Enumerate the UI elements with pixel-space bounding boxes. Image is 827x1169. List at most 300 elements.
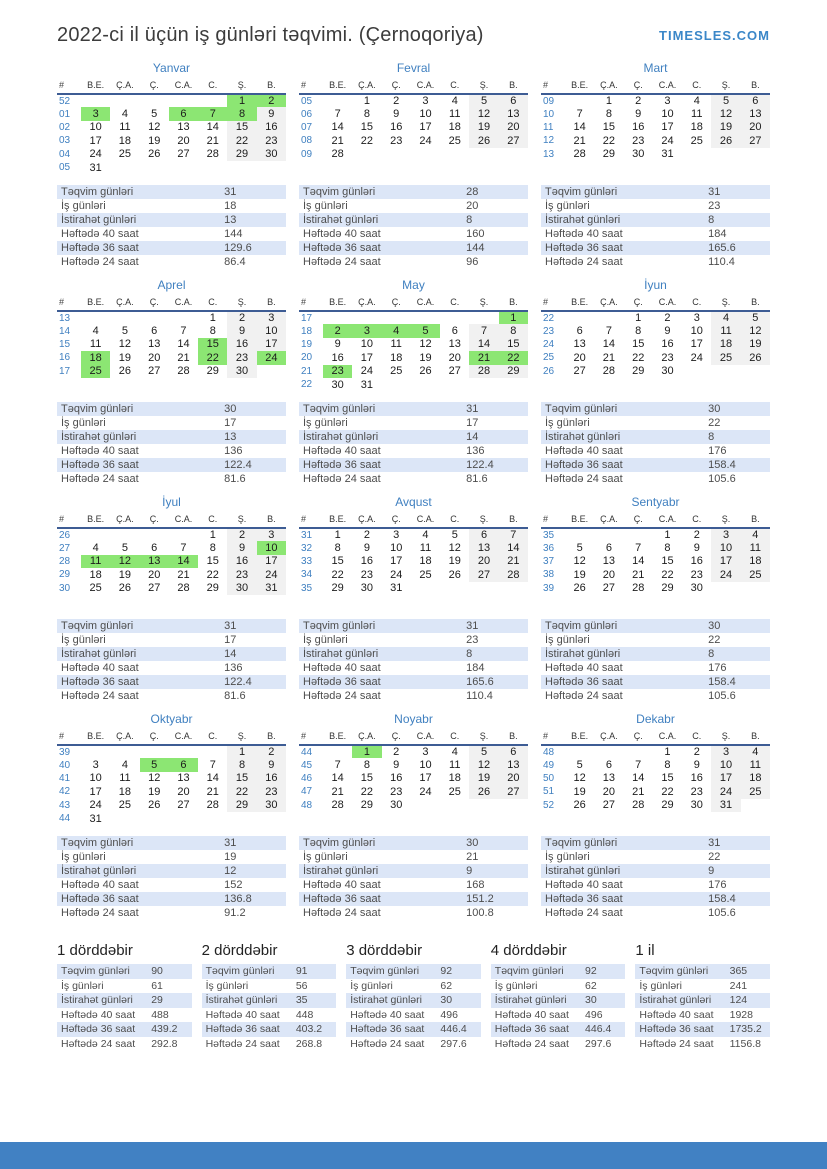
day-cell: 18 bbox=[741, 772, 770, 785]
stat-value: 496 bbox=[585, 1008, 603, 1021]
month-stats bbox=[299, 836, 528, 920]
week-row bbox=[57, 148, 286, 161]
day-cell bbox=[140, 311, 169, 324]
weekday-header: B. bbox=[741, 730, 770, 745]
week-row bbox=[541, 772, 770, 785]
stat-value: 17 bbox=[224, 634, 237, 646]
day-cell: 21 bbox=[632, 568, 645, 581]
stat-label: Həftədə 36 saat bbox=[545, 242, 623, 254]
day-cell bbox=[411, 799, 440, 812]
weekday-header: B.E. bbox=[323, 513, 352, 528]
day-cell: 22 bbox=[198, 351, 227, 364]
week-number: 36 bbox=[543, 542, 555, 554]
summary-title: 1 dörddəbir bbox=[57, 942, 133, 959]
day-cell bbox=[352, 148, 381, 161]
stat-row bbox=[541, 472, 770, 486]
day-cell: 22 bbox=[632, 351, 645, 364]
day-cell: 30 bbox=[390, 799, 403, 812]
day-cell: 8 bbox=[664, 542, 671, 555]
week-number: 52 bbox=[543, 799, 555, 811]
month-block bbox=[541, 495, 770, 703]
week-number: 43 bbox=[59, 799, 71, 811]
week-row bbox=[541, 351, 770, 364]
day-cell: 5 bbox=[121, 542, 128, 555]
stat-value: 105.6 bbox=[708, 473, 736, 485]
stat-label: İstirahət günləri bbox=[545, 648, 621, 660]
day-cell: 29 bbox=[602, 148, 616, 161]
stat-label: İş günləri bbox=[545, 634, 590, 646]
week-number: 40 bbox=[59, 759, 71, 771]
day-cell: 14 bbox=[632, 555, 645, 568]
stat-row bbox=[57, 1008, 192, 1023]
stat-row bbox=[299, 416, 528, 430]
day-cell: 20 bbox=[148, 351, 161, 364]
day-cell bbox=[411, 311, 440, 324]
stat-value: 144 bbox=[224, 228, 243, 240]
stat-row bbox=[57, 402, 286, 416]
stat-row bbox=[57, 993, 192, 1008]
site-logo-link[interactable]: TIMESLES.COM bbox=[659, 28, 770, 43]
day-cell: 10 bbox=[711, 541, 740, 554]
stat-label: Həftədə 36 saat bbox=[303, 676, 381, 688]
calendar-table bbox=[57, 296, 286, 378]
stat-value: 122.4 bbox=[224, 459, 252, 471]
stat-row bbox=[541, 864, 770, 878]
stat-label: Həftədə 24 saat bbox=[303, 256, 381, 268]
weekday-header: Ş. bbox=[469, 296, 498, 311]
day-cell: 4 bbox=[741, 528, 770, 541]
stat-label: Təqvim günləri bbox=[61, 837, 134, 849]
month-calendar bbox=[57, 513, 286, 619]
stat-value: 297.6 bbox=[440, 1037, 467, 1050]
week-row bbox=[541, 528, 770, 541]
stat-value: 165.6 bbox=[466, 676, 494, 688]
week-row bbox=[299, 121, 528, 134]
day-cell: 18 bbox=[448, 121, 461, 134]
day-cell bbox=[411, 148, 440, 161]
stat-row bbox=[57, 416, 286, 430]
stat-value: 31 bbox=[466, 403, 479, 415]
week-row bbox=[299, 148, 528, 161]
day-cell bbox=[411, 582, 440, 595]
week-number: 44 bbox=[59, 813, 71, 825]
month-title: İyun bbox=[644, 278, 667, 292]
week-row bbox=[57, 812, 286, 825]
calendar-table bbox=[541, 513, 770, 595]
day-cell: 15 bbox=[360, 121, 374, 134]
stat-value: 90 bbox=[151, 965, 163, 978]
weekday-header: # bbox=[57, 730, 81, 745]
day-cell: 27 bbox=[448, 365, 461, 378]
week-number: 50 bbox=[543, 772, 555, 784]
month-block bbox=[57, 61, 286, 269]
day-cell: 2 bbox=[257, 745, 286, 758]
day-cell bbox=[140, 94, 169, 107]
day-cell bbox=[227, 812, 256, 825]
day-cell: 19 bbox=[148, 134, 161, 147]
day-cell: 30 bbox=[690, 582, 703, 595]
stat-label: Təqvim günləri bbox=[61, 186, 134, 198]
day-cell bbox=[257, 365, 286, 378]
day-cell: 31 bbox=[89, 812, 102, 825]
day-cell: 24 bbox=[257, 351, 286, 364]
day-cell bbox=[323, 745, 352, 758]
stat-label: İstirahət günləri bbox=[303, 214, 379, 226]
month-stats bbox=[57, 836, 286, 920]
day-cell: 12 bbox=[110, 555, 139, 568]
week-row bbox=[299, 758, 528, 771]
day-cell: 7 bbox=[469, 324, 498, 337]
weekday-header: C.A. bbox=[411, 513, 440, 528]
day-cell bbox=[227, 161, 256, 174]
day-cell: 10 bbox=[690, 325, 703, 338]
month-block bbox=[57, 712, 286, 920]
stat-label: İş günləri bbox=[545, 200, 590, 212]
day-cell: 1 bbox=[664, 746, 671, 759]
day-cell: 1 bbox=[363, 95, 370, 108]
day-cell: 21 bbox=[206, 134, 219, 147]
day-cell: 10 bbox=[89, 772, 102, 785]
day-cell: 14 bbox=[573, 121, 586, 134]
stat-row bbox=[299, 878, 528, 892]
week-number: 05 bbox=[301, 95, 313, 107]
summary-stats bbox=[491, 964, 626, 1051]
week-row bbox=[299, 745, 528, 758]
day-cell: 17 bbox=[390, 555, 403, 568]
day-cell: 14 bbox=[632, 772, 645, 785]
day-cell: 3 bbox=[693, 312, 700, 325]
day-cell bbox=[169, 94, 198, 107]
day-cell: 29 bbox=[227, 148, 256, 161]
stat-row bbox=[202, 993, 337, 1008]
week-row bbox=[57, 121, 286, 134]
week-row bbox=[57, 758, 286, 771]
stat-label: İş günləri bbox=[545, 417, 590, 429]
stat-label: Həftədə 24 saat bbox=[205, 1037, 280, 1050]
day-cell: 25 bbox=[390, 365, 403, 378]
stat-row bbox=[57, 836, 286, 850]
day-cell bbox=[169, 311, 198, 324]
stat-row bbox=[299, 458, 528, 472]
day-cell: 15 bbox=[661, 555, 674, 568]
day-cell bbox=[440, 311, 469, 324]
day-cell: 3 bbox=[393, 529, 400, 542]
day-cell: 18 bbox=[448, 772, 461, 785]
weekday-header: # bbox=[299, 513, 323, 528]
stat-label: Təqvim günləri bbox=[61, 403, 134, 415]
day-cell: 25 bbox=[741, 785, 770, 798]
stat-label: Təqvim günləri bbox=[303, 837, 376, 849]
day-cell: 3 bbox=[711, 528, 740, 541]
day-cell: 7 bbox=[334, 108, 341, 121]
stat-row bbox=[635, 1008, 770, 1023]
weekday-header: C. bbox=[198, 730, 227, 745]
stat-label: Həftədə 40 saat bbox=[61, 445, 139, 457]
stat-row bbox=[635, 1022, 770, 1037]
day-cell: 26 bbox=[469, 785, 498, 798]
calendar-table bbox=[57, 79, 286, 174]
day-cell: 1 bbox=[635, 312, 642, 325]
stat-label: Həftədə 24 saat bbox=[639, 1037, 714, 1050]
day-cell: 15 bbox=[602, 121, 616, 134]
stat-row bbox=[57, 964, 192, 979]
stat-row bbox=[202, 1022, 337, 1037]
month-block bbox=[541, 712, 770, 920]
stat-label: Həftədə 36 saat bbox=[545, 893, 623, 905]
stat-row bbox=[635, 964, 770, 979]
day-cell: 2 bbox=[693, 529, 700, 542]
day-cell: 5 bbox=[140, 758, 169, 771]
stat-label: Təqvim günləri bbox=[303, 186, 376, 198]
week-row bbox=[57, 745, 286, 758]
day-cell: 22 bbox=[360, 785, 374, 798]
weekday-header: C.A. bbox=[653, 513, 682, 528]
week-number: 16 bbox=[59, 352, 71, 364]
day-cell bbox=[198, 812, 227, 825]
day-cell bbox=[624, 528, 653, 541]
week-row bbox=[541, 107, 770, 120]
stat-label: İstirahət günləri bbox=[545, 431, 621, 443]
day-cell: 23 bbox=[390, 134, 403, 147]
weekday-header: B.E. bbox=[323, 730, 352, 745]
week-number: 04 bbox=[59, 148, 71, 160]
weekday-header: C. bbox=[440, 79, 469, 94]
day-cell: 16 bbox=[390, 121, 403, 134]
stat-value: 184 bbox=[466, 662, 485, 674]
calendar-table bbox=[57, 513, 286, 595]
day-cell: 16 bbox=[227, 338, 256, 351]
week-row bbox=[299, 528, 528, 541]
week-number: 07 bbox=[301, 121, 313, 133]
stat-value: 22 bbox=[708, 634, 721, 646]
day-cell: 17 bbox=[711, 555, 740, 568]
day-cell bbox=[257, 812, 286, 825]
week-number: 11 bbox=[543, 121, 554, 133]
day-cell: 8 bbox=[209, 325, 216, 338]
day-cell: 23 bbox=[257, 785, 286, 798]
week-row bbox=[299, 568, 528, 581]
stat-value: 122.4 bbox=[466, 459, 494, 471]
weekday-header: Ç.A. bbox=[110, 730, 139, 745]
stat-value: 23 bbox=[708, 200, 721, 212]
stat-label: Həftədə 24 saat bbox=[303, 907, 381, 919]
week-number: 26 bbox=[59, 529, 71, 541]
stat-value: 8 bbox=[466, 648, 473, 660]
day-cell: 4 bbox=[92, 542, 99, 555]
day-cell bbox=[140, 745, 169, 758]
day-cell: 31 bbox=[89, 161, 102, 174]
day-cell: 19 bbox=[148, 785, 161, 798]
stat-label: Həftədə 40 saat bbox=[61, 228, 139, 240]
stat-label: Həftədə 36 saat bbox=[639, 1023, 714, 1036]
day-cell: 27 bbox=[602, 582, 616, 595]
stat-label: Həftədə 40 saat bbox=[303, 879, 381, 891]
day-cell: 25 bbox=[448, 134, 461, 147]
week-number: 18 bbox=[301, 325, 313, 337]
day-cell: 26 bbox=[573, 799, 586, 812]
day-cell: 25 bbox=[741, 568, 770, 581]
stat-value: 8 bbox=[708, 648, 715, 660]
day-cell bbox=[411, 378, 440, 391]
day-cell: 16 bbox=[632, 121, 645, 134]
day-cell: 20 bbox=[499, 772, 528, 785]
day-cell: 26 bbox=[118, 365, 132, 378]
stat-value: 110.4 bbox=[466, 690, 493, 702]
weekday-header: Ç. bbox=[382, 513, 411, 528]
week-number: 08 bbox=[301, 135, 313, 147]
day-cell: 23 bbox=[390, 785, 403, 798]
day-cell: 2 bbox=[363, 529, 370, 542]
stat-label: İstirahət günləri bbox=[545, 214, 621, 226]
stat-value: 13 bbox=[224, 214, 237, 226]
weekday-header: # bbox=[541, 79, 565, 94]
weekday-header: C. bbox=[440, 296, 469, 311]
day-cell: 3 bbox=[257, 311, 286, 324]
day-cell: 26 bbox=[419, 365, 432, 378]
month-title: Aprel bbox=[157, 278, 186, 292]
stat-value: 35 bbox=[295, 994, 308, 1007]
stat-value: 30 bbox=[466, 837, 479, 849]
day-cell: 15 bbox=[198, 338, 227, 351]
day-cell: 17 bbox=[257, 338, 286, 351]
day-cell: 1 bbox=[334, 529, 341, 542]
stat-label: Təqvim günləri bbox=[494, 965, 564, 978]
day-cell: 14 bbox=[499, 541, 528, 554]
weekday-header: B.E. bbox=[323, 296, 352, 311]
stat-value: 17 bbox=[466, 417, 479, 429]
day-cell: 26 bbox=[711, 134, 740, 147]
stat-row bbox=[57, 227, 286, 241]
stat-row bbox=[635, 1037, 770, 1052]
stat-row bbox=[57, 255, 286, 269]
day-cell: 28 bbox=[632, 582, 645, 595]
week-number: 48 bbox=[543, 746, 555, 758]
stat-label: Həftədə 24 saat bbox=[545, 907, 623, 919]
stat-value: 110.4 bbox=[708, 256, 735, 268]
week-row bbox=[57, 541, 286, 554]
day-cell: 29 bbox=[206, 365, 219, 378]
day-cell: 21 bbox=[602, 351, 616, 364]
weekday-header: C.A. bbox=[169, 513, 198, 528]
day-cell bbox=[198, 161, 227, 174]
day-cell: 18 bbox=[690, 121, 703, 134]
day-cell bbox=[81, 94, 110, 107]
day-cell: 27 bbox=[148, 365, 161, 378]
day-cell: 25 bbox=[419, 568, 432, 581]
week-row bbox=[299, 541, 528, 554]
day-cell bbox=[198, 94, 227, 107]
stat-label: Həftədə 36 saat bbox=[545, 459, 623, 471]
day-cell: 12 bbox=[741, 324, 770, 337]
day-cell: 25 bbox=[118, 148, 132, 161]
stat-row bbox=[541, 185, 770, 199]
day-cell: 4 bbox=[451, 95, 458, 108]
weekday-header: C. bbox=[198, 79, 227, 94]
weekday-header: Ç.A. bbox=[594, 79, 623, 94]
stat-row bbox=[491, 993, 626, 1008]
day-cell: 29 bbox=[206, 582, 219, 595]
week-number: 09 bbox=[301, 148, 313, 160]
day-cell: 21 bbox=[469, 351, 498, 364]
month-calendar bbox=[57, 730, 286, 836]
month-calendar bbox=[541, 730, 770, 836]
stat-label: İstirahət günləri bbox=[61, 648, 137, 660]
month-title: Noyabr bbox=[394, 712, 433, 726]
day-cell: 26 bbox=[469, 134, 498, 147]
month-calendar bbox=[299, 296, 528, 402]
day-cell bbox=[499, 148, 528, 161]
stat-row bbox=[541, 430, 770, 444]
day-cell: 11 bbox=[449, 759, 461, 772]
month-block bbox=[541, 278, 770, 486]
weekday-header: B.E. bbox=[81, 296, 110, 311]
day-cell bbox=[440, 148, 469, 161]
week-number: 06 bbox=[301, 108, 313, 120]
week-number: 22 bbox=[301, 379, 313, 391]
stat-label: İstirahət günləri bbox=[303, 648, 379, 660]
stat-value: 1735.2 bbox=[729, 1023, 762, 1036]
stat-row bbox=[57, 619, 286, 633]
stat-value: 158.4 bbox=[708, 459, 736, 471]
day-cell: 5 bbox=[121, 325, 128, 338]
day-cell: 30 bbox=[257, 148, 286, 161]
weekday-header: Ç. bbox=[382, 296, 411, 311]
stat-label: Həftədə 24 saat bbox=[61, 473, 139, 485]
week-row bbox=[541, 134, 770, 147]
day-cell bbox=[110, 745, 139, 758]
day-cell: 24 bbox=[390, 568, 403, 581]
day-cell: 13 bbox=[499, 107, 528, 120]
stat-label: İş günləri bbox=[303, 417, 348, 429]
stat-value: 9 bbox=[708, 865, 715, 877]
month-block bbox=[57, 495, 286, 703]
day-cell bbox=[565, 311, 594, 324]
stat-value: 20 bbox=[466, 200, 479, 212]
month-calendar bbox=[57, 79, 286, 185]
stat-label: Təqvim günləri bbox=[545, 620, 618, 632]
month-stats bbox=[57, 619, 286, 703]
week-row bbox=[299, 311, 528, 324]
day-cell bbox=[110, 528, 139, 541]
stat-value: 92 bbox=[440, 965, 453, 978]
day-cell: 21 bbox=[573, 134, 586, 147]
stat-row bbox=[346, 964, 481, 979]
stat-label: İş günləri bbox=[205, 979, 249, 992]
week-row bbox=[541, 799, 770, 812]
day-cell: 20 bbox=[602, 568, 616, 581]
weekday-header: C.A. bbox=[653, 296, 682, 311]
stat-row bbox=[57, 892, 286, 906]
month-title: Avqust bbox=[395, 495, 432, 509]
stat-label: Təqvim günləri bbox=[545, 186, 618, 198]
weekday-header: # bbox=[57, 79, 81, 94]
day-cell: 15 bbox=[360, 772, 374, 785]
stat-label: Həftədə 24 saat bbox=[545, 473, 623, 485]
day-cell: 12 bbox=[469, 758, 498, 771]
week-row bbox=[541, 555, 770, 568]
weekday-header: B. bbox=[741, 513, 770, 528]
day-cell: 17 bbox=[419, 121, 432, 134]
stat-value: 29 bbox=[151, 994, 163, 1007]
stat-label: Həftədə 40 saat bbox=[61, 662, 139, 674]
calendar-table bbox=[541, 79, 770, 161]
day-cell bbox=[469, 582, 498, 595]
day-cell: 11 bbox=[119, 121, 131, 134]
day-cell: 9 bbox=[693, 759, 700, 772]
day-cell: 9 bbox=[227, 324, 256, 337]
stat-value: 31 bbox=[224, 186, 237, 198]
week-row bbox=[541, 324, 770, 337]
